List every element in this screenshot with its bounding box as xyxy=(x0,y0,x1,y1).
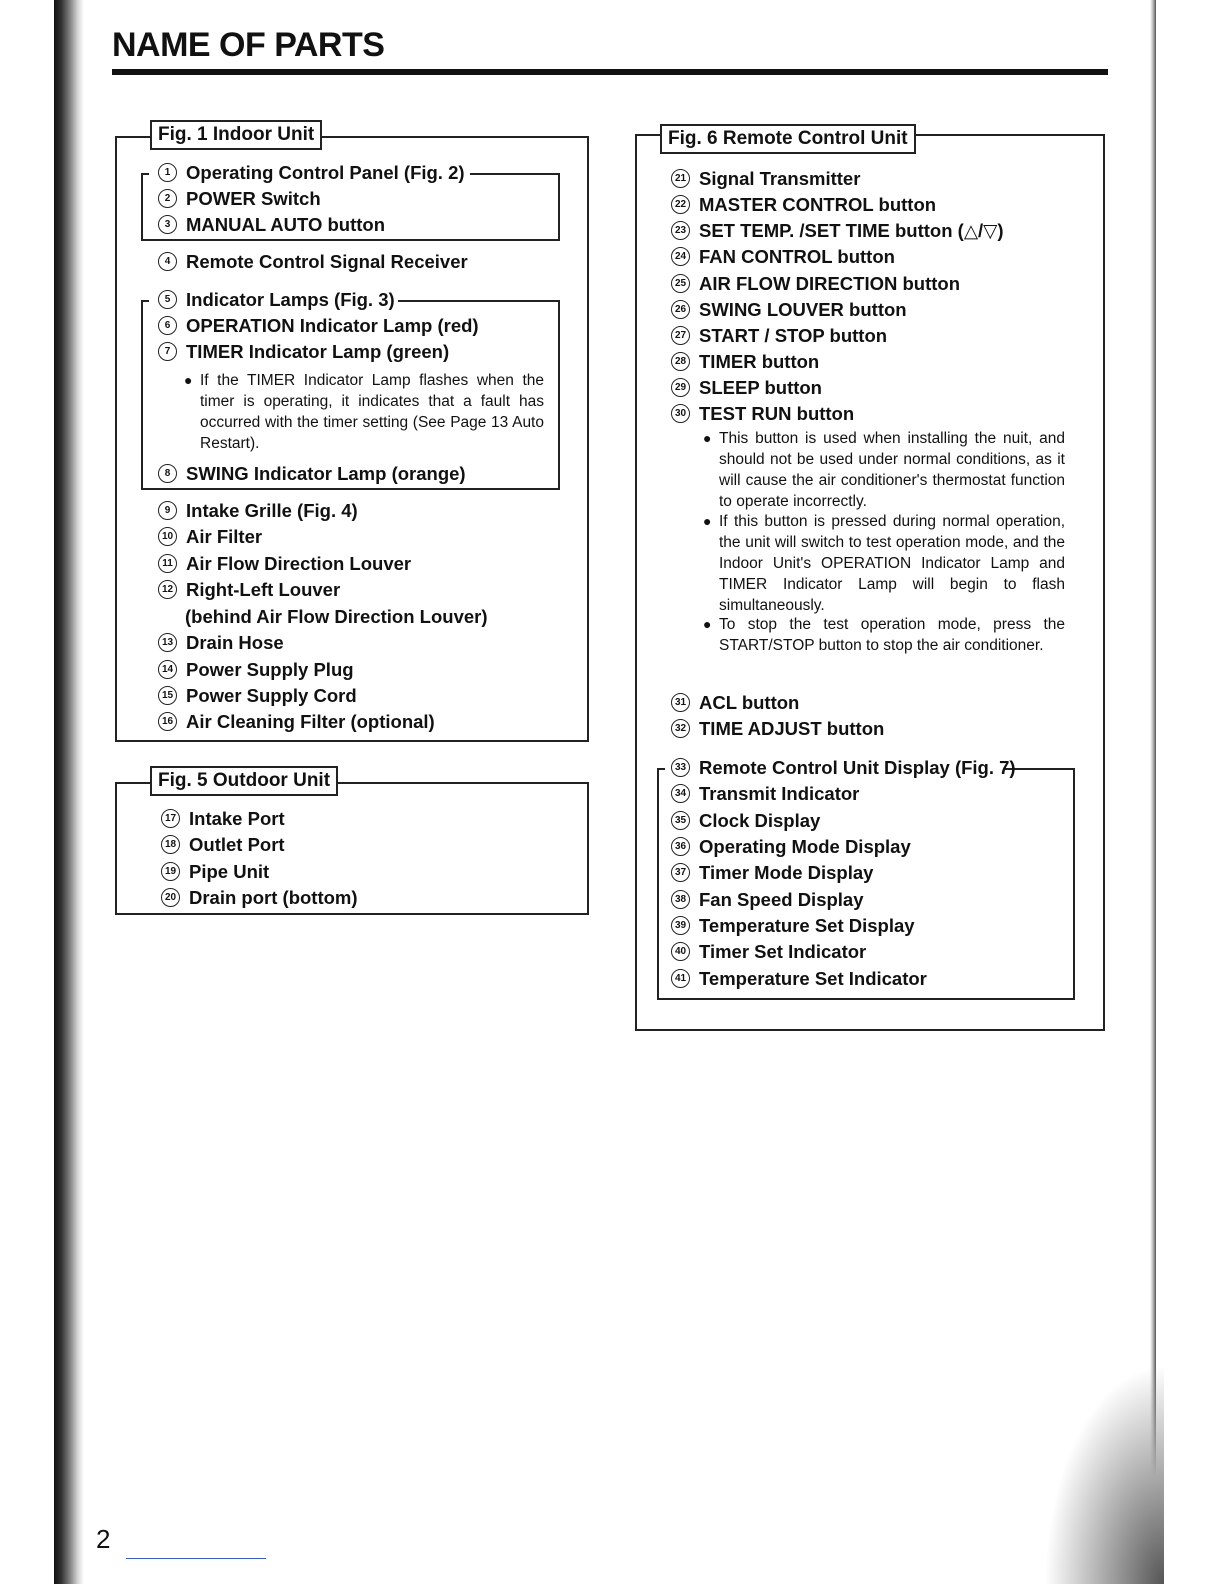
num-badge: 3 xyxy=(158,215,177,234)
num-badge: 5 xyxy=(158,290,177,309)
test-run-note-3: ● To stop the test operation mode, press the START/STOP button to stop the air conditioner. xyxy=(703,616,1065,654)
fig1-item-2: 2 POWER Switch xyxy=(158,188,321,210)
num-badge: 9 xyxy=(158,501,177,520)
fig1-item-16: 16 Air Cleaning Filter (optional) xyxy=(158,711,435,733)
num-badge: 35 xyxy=(671,811,690,830)
fig6-item-30: 30 TEST RUN button xyxy=(671,403,854,425)
num-badge: 27 xyxy=(671,326,690,345)
fig6-item-36: 36 Operating Mode Display xyxy=(671,836,911,858)
fig5-legend: Fig. 5 Outdoor Unit xyxy=(150,766,338,796)
fig1-item-12: 12 Right-Left Louver xyxy=(158,579,340,601)
fig1-item-8: 8 SWING Indicator Lamp (orange) xyxy=(158,463,466,485)
fig5-item-17: 17 Intake Port xyxy=(161,808,285,830)
fig5-item-20: 20 Drain port (bottom) xyxy=(161,887,358,909)
fig6-item-25: 25 AIR FLOW DIRECTION button xyxy=(671,273,960,295)
fig1-item-12-sub: (behind Air Flow Direction Louver) xyxy=(185,606,488,627)
num-badge: 22 xyxy=(671,195,690,214)
fig1-item-5: 5 Indicator Lamps (Fig. 3) xyxy=(158,289,395,311)
bullet-icon: ● xyxy=(703,513,712,529)
page-number: 2 xyxy=(96,1524,111,1554)
num-badge: 26 xyxy=(671,300,690,319)
fig1-item-4: 4 Remote Control Signal Receiver xyxy=(158,251,468,273)
num-badge: 7 xyxy=(158,342,177,361)
num-badge: 6 xyxy=(158,316,177,335)
fig1-item-10: 10 Air Filter xyxy=(158,526,262,548)
bullet-icon: ● xyxy=(703,430,712,446)
fig6-item-41: 41 Temperature Set Indicator xyxy=(671,968,927,990)
num-badge: 12 xyxy=(158,580,177,599)
footer-rule xyxy=(126,1558,266,1559)
bullet-icon: ● xyxy=(703,616,712,632)
fig1-item-1: 1 Operating Control Panel (Fig. 2) xyxy=(158,162,465,184)
num-badge: 10 xyxy=(158,527,177,546)
num-badge: 25 xyxy=(671,274,690,293)
num-badge: 14 xyxy=(158,660,177,679)
fig6-item-27: 27 START / STOP button xyxy=(671,325,887,347)
fig1-item-13: 13 Drain Hose xyxy=(158,632,284,654)
fig6-item-21: 21 Signal Transmitter xyxy=(671,168,860,190)
fig6-item-29: 29 SLEEP button xyxy=(671,377,822,399)
num-badge: 41 xyxy=(671,969,690,988)
fig1-legend: Fig. 1 Indoor Unit xyxy=(150,120,322,150)
scan-shadow-corner xyxy=(1044,1364,1164,1584)
fig1-item-14: 14 Power Supply Plug xyxy=(158,659,354,681)
num-badge: 32 xyxy=(671,719,690,738)
fig6-item-32: 32 TIME ADJUST button xyxy=(671,718,884,740)
num-badge: 24 xyxy=(671,247,690,266)
num-badge: 2 xyxy=(158,189,177,208)
fig6-item-26: 26 SWING LOUVER button xyxy=(671,299,907,321)
bullet-icon: ● xyxy=(184,372,193,388)
num-badge: 16 xyxy=(158,712,177,731)
num-badge: 17 xyxy=(161,809,180,828)
num-badge: 30 xyxy=(671,404,690,423)
fig6-item-22: 22 MASTER CONTROL button xyxy=(671,194,936,216)
fig1-item-6: 6 OPERATION Indicator Lamp (red) xyxy=(158,315,479,337)
num-badge: 21 xyxy=(671,169,690,188)
fig6-item-24: 24 FAN CONTROL button xyxy=(671,246,895,268)
num-badge: 11 xyxy=(158,554,177,573)
num-badge: 40 xyxy=(671,942,690,961)
fig5-item-19: 19 Pipe Unit xyxy=(161,861,269,883)
num-badge: 20 xyxy=(161,888,180,907)
num-badge: 29 xyxy=(671,378,690,397)
num-badge: 31 xyxy=(671,693,690,712)
num-badge: 28 xyxy=(671,352,690,371)
fig6-legend: Fig. 6 Remote Control Unit xyxy=(660,124,916,154)
num-badge: 23 xyxy=(671,221,690,240)
test-run-note-2: ● If this button is pressed during normal operation, the unit will switch to test operation mode, and the Indoor Unit's OPERATION Indicator Lamp and TIMER Indicator Lamp will begin to flash simultaneously. xyxy=(703,513,1065,614)
num-badge: 19 xyxy=(161,862,180,881)
fig6-item-37: 37 Timer Mode Display xyxy=(671,862,873,884)
num-badge: 13 xyxy=(158,633,177,652)
num-badge: 8 xyxy=(158,464,177,483)
num-badge: 4 xyxy=(158,252,177,271)
test-run-note-1: ● This button is used when installing the nuit, and should not be used under normal conditions, as it will cause the air conditioner's thermostat function to operate incorrectly. xyxy=(703,430,1065,510)
fig6-item-28: 28 TIMER button xyxy=(671,351,819,373)
fig1-item-7: 7 TIMER Indicator Lamp (green) xyxy=(158,341,449,363)
num-badge: 33 xyxy=(671,758,690,777)
num-badge: 36 xyxy=(671,837,690,856)
num-badge: 39 xyxy=(671,916,690,935)
fig6-item-31: 31 ACL button xyxy=(671,692,799,714)
num-badge: 15 xyxy=(158,686,177,705)
scan-shadow-left xyxy=(54,0,84,1584)
fig1-item-11: 11 Air Flow Direction Louver xyxy=(158,553,411,575)
fig1-item-3: 3 MANUAL AUTO button xyxy=(158,214,385,236)
title-rule xyxy=(112,69,1108,75)
timer-note: ● If the TIMER Indicator Lamp flashes when the timer is operating, it indicates that a fault has occurred with the timer setting (See Page 13 Auto Restart). xyxy=(184,372,544,452)
fig6-item-38: 38 Fan Speed Display xyxy=(671,889,864,911)
fig1-item-9: 9 Intake Grille (Fig. 4) xyxy=(158,500,358,522)
fig6-item-33: 33 Remote Control Unit Display (Fig. 7) xyxy=(671,757,1016,779)
fig5-item-18: 18 Outlet Port xyxy=(161,834,285,856)
fig6-item-23: 23 SET TEMP. /SET TIME button (△/▽) xyxy=(671,220,1004,242)
num-badge: 1 xyxy=(158,163,177,182)
fig1-item-15: 15 Power Supply Cord xyxy=(158,685,357,707)
num-badge: 38 xyxy=(671,890,690,909)
num-badge: 37 xyxy=(671,863,690,882)
fig6-item-35: 35 Clock Display xyxy=(671,810,820,832)
num-badge: 18 xyxy=(161,835,180,854)
group1-top-stub xyxy=(141,173,149,175)
num-badge: 34 xyxy=(671,784,690,803)
scan-shadow-right xyxy=(1150,0,1156,1584)
fig6-item-34: 34 Transmit Indicator xyxy=(671,783,859,805)
page-title: NAME OF PARTS xyxy=(112,26,385,64)
fig6-item-39: 39 Temperature Set Display xyxy=(671,915,915,937)
fig6-item-40: 40 Timer Set Indicator xyxy=(671,941,866,963)
